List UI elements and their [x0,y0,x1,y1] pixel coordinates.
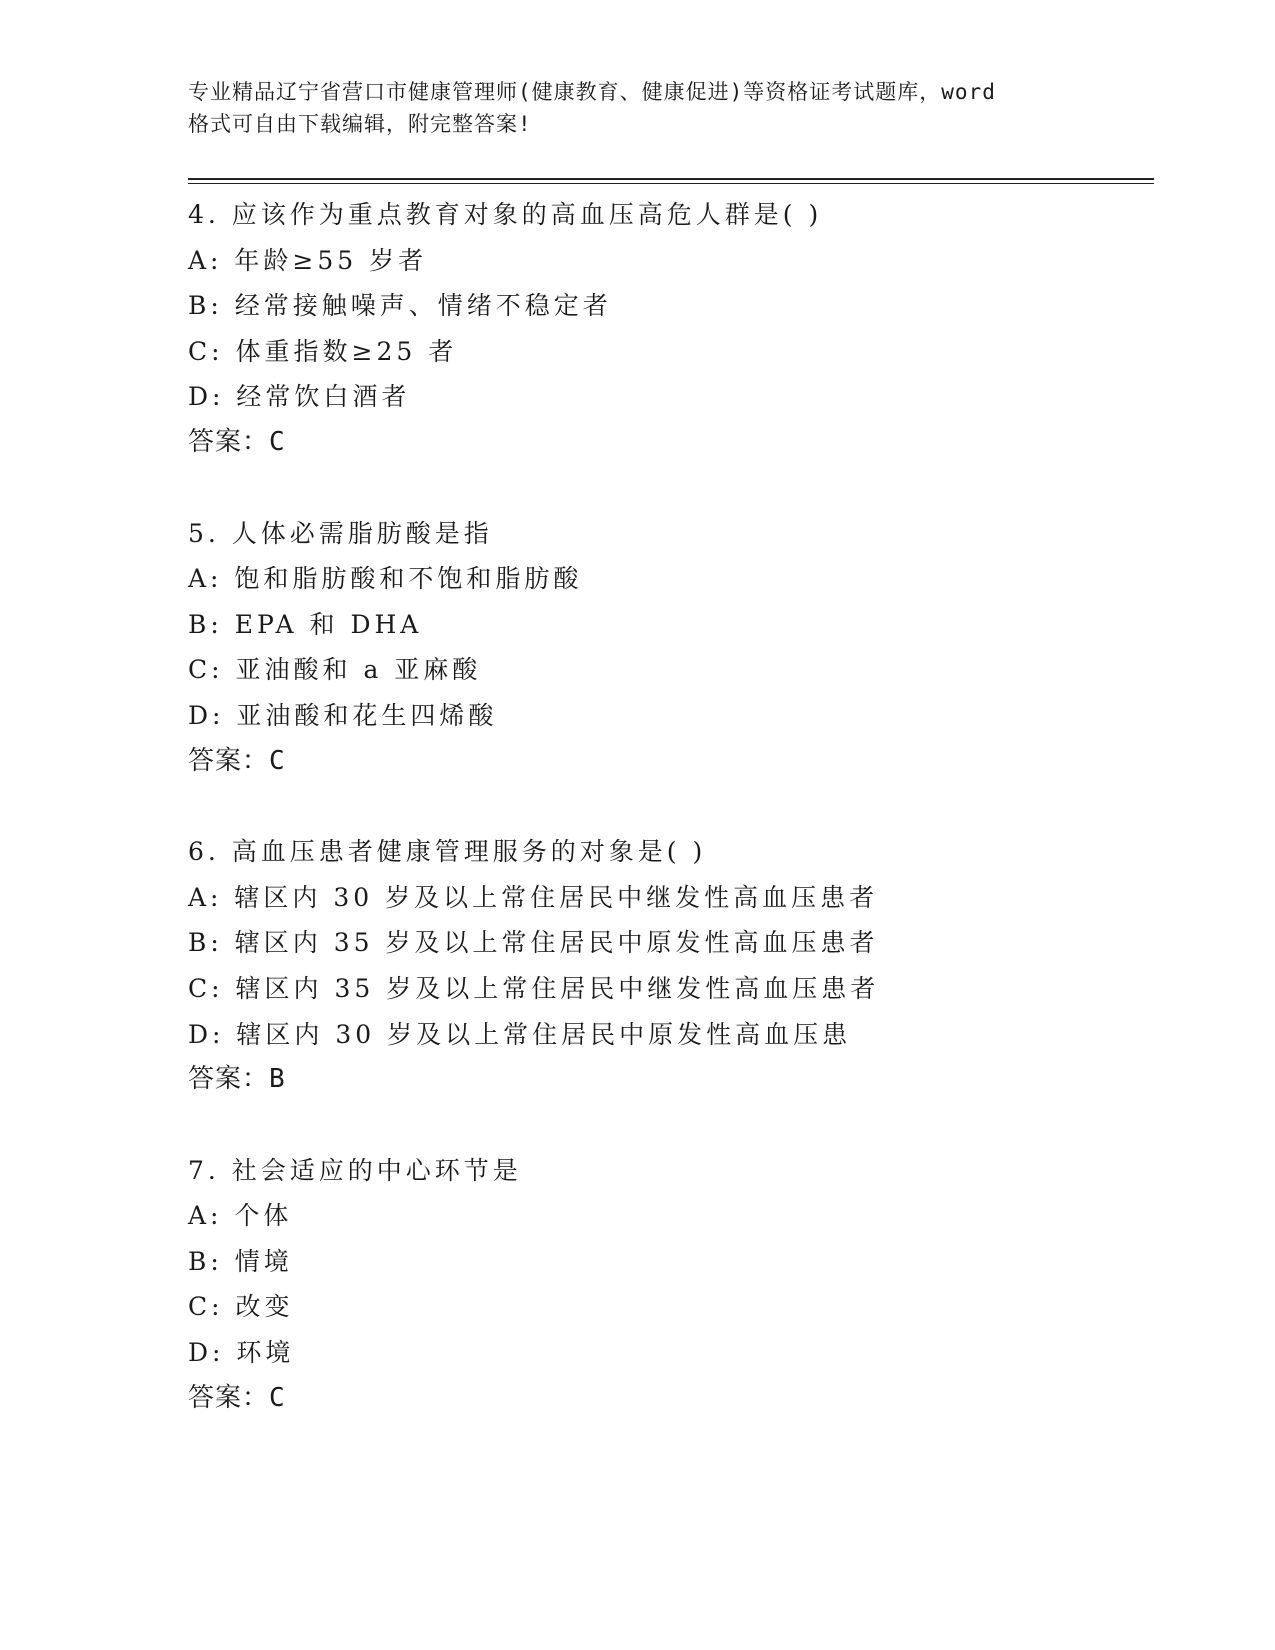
header-line-1: 专业精品辽宁省营口市健康管理师(健康教育、健康促进)等资格证考试题库，word [188,80,996,104]
header-divider-thin [188,183,1154,184]
answer [188,420,1154,466]
question-stem: 5. 人体必需脂肪酸是指 [188,518,493,548]
option-b: B: 经常接触噪声、情绪不稳定者 [188,291,612,321]
option-c: C: 体重指数≥25 者 [188,336,458,366]
answer-label: 答案： [188,1064,270,1095]
header-line-2: 格式可自由下载编辑，附完整答案! [188,112,532,136]
answer-value: C [269,1382,286,1413]
answer-value: C [269,426,286,457]
option-d: D: 辖区内 30 岁及以上常住居民中原发性高血压患 [188,1019,852,1049]
answer-label: 答案： [188,745,270,776]
option-d: D: 环境 [188,1338,295,1368]
option-b: B: 辖区内 35 岁及以上常住居民中原发性高血压患者 [188,928,879,958]
question-list [188,192,1154,1466]
answer [188,739,1154,785]
option-d: D: 经常饮白酒者 [188,382,411,412]
question-7 [188,1148,1154,1422]
option-c: C: 辖区内 35 岁及以上常住居民中继发性高血压患者 [188,973,880,1003]
option-c: C: 改变 [188,1292,294,1322]
answer-value: B [269,1064,286,1095]
document-header [188,76,1108,140]
answer-value: C [269,745,286,776]
question-6 [188,829,1154,1103]
option-b: B: EPA 和 DHA [188,609,423,639]
option-a: A: 辖区内 30 岁及以上常住居民中继发性高血压患者 [188,882,879,912]
header-divider-thick [188,178,1154,180]
option-b: B: 情境 [188,1246,293,1276]
option-a: A: 个体 [188,1201,293,1231]
option-a: A: 饱和脂肪酸和不饱和脂肪酸 [188,564,583,594]
answer-label: 答案： [188,1382,270,1413]
option-a: A: 年龄≥55 岁者 [188,245,428,275]
answer [188,1376,1154,1422]
answer-label: 答案： [188,426,270,457]
option-d: D: 亚油酸和花生四烯酸 [188,700,498,730]
question-stem: 4. 应该作为重点教育对象的高血压高危人群是( ) [188,200,823,229]
question-5 [188,511,1154,785]
question-stem: 7. 社会适应的中心环节是 [188,1155,522,1185]
option-c: C: 亚油酸和 a 亚麻酸 [188,655,482,685]
question-stem: 6. 高血压患者健康管理服务的对象是( ) [188,837,707,867]
question-4 [188,192,1154,466]
answer [188,1057,1154,1103]
